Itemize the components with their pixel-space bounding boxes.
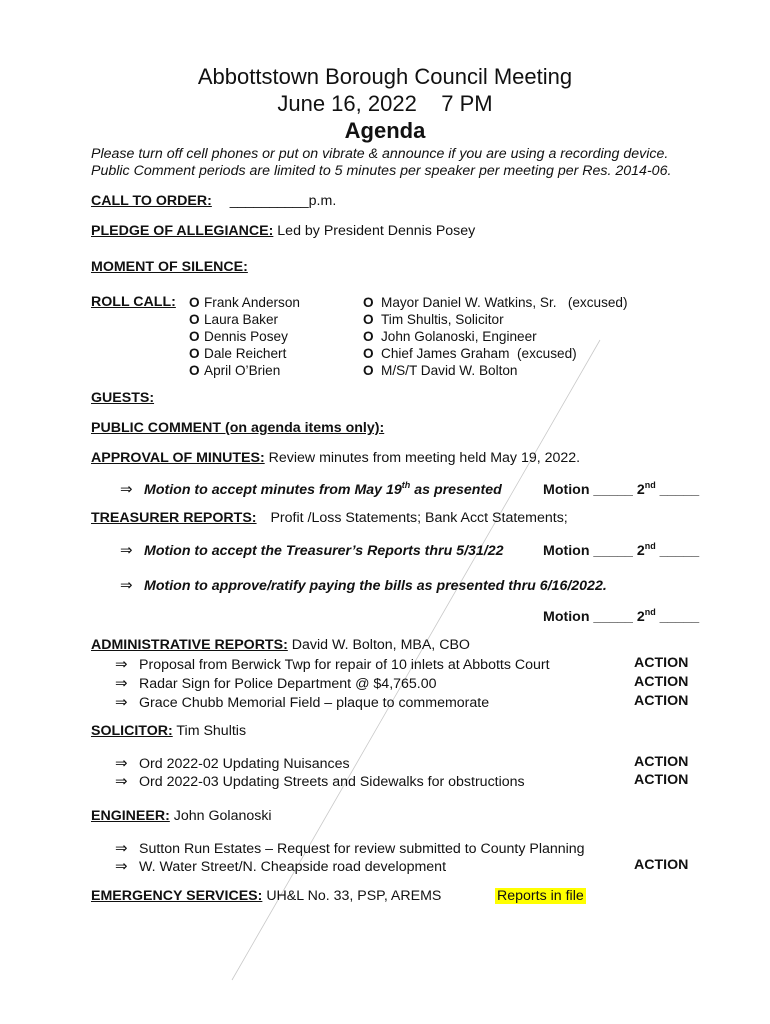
admin-item: ⇒ Proposal from Berwick Twp for repair of 10 inlets at Abbotts Court (115, 656, 550, 673)
call-to-order-time-blank: __________p.m. (229, 193, 337, 209)
roll-call-member: O John Golanoski, Engineer (363, 329, 537, 344)
arrow-icon: ⇒ (120, 481, 133, 498)
pledge-of-allegiance (91, 223, 475, 239)
administrative-reports (91, 637, 470, 653)
notice-line-1: Please turn off cell phones or put on vibrate & announce if you are using a recording device. (91, 146, 669, 162)
arrow-icon: ⇒ (115, 675, 128, 692)
solicitor-action: ACTION (634, 754, 689, 770)
arrow-icon: ⇒ (120, 577, 133, 594)
agenda-heading: Agenda (344, 118, 426, 143)
roll-call-member: O Dale Reichert (189, 346, 287, 361)
admin-action: ACTION (634, 655, 689, 671)
treasurer-motion-1: ⇒ Motion to accept the Treasurer’s Reports thru 5/31/22 (120, 542, 504, 559)
arrow-icon: ⇒ (115, 694, 128, 711)
treasurer-motion-1-blanks: Motion _____ 2nd _____ (543, 541, 700, 559)
call-to-order (91, 193, 336, 209)
treasurer-value: Profit /Loss Statements; Bank Acct Statements; (270, 510, 568, 526)
approval-label: APPROVAL OF MINUTES: (91, 450, 265, 466)
engineer-value: John Golanoski (173, 808, 272, 824)
call-to-order-label: CALL TO ORDER: (91, 193, 212, 209)
approval-of-minutes (91, 450, 580, 466)
engineer-action: ACTION (634, 857, 689, 873)
roll-call-member: O Tim Shultis, Solicitor (363, 312, 504, 327)
minutes-motion (120, 480, 502, 498)
minutes-motion-blanks: Motion _____ 2nd _____ (543, 480, 700, 498)
roll-call-member: O Chief James Graham (excused) (363, 346, 577, 361)
treasurer-label: TREASURER REPORTS: (91, 510, 257, 526)
roll-call-member: O Laura Baker (189, 312, 279, 327)
arrow-icon: ⇒ (115, 755, 128, 772)
admin-label: ADMINISTRATIVE REPORTS: (91, 637, 288, 653)
roll-call-label-row (91, 294, 176, 310)
arrow-icon: ⇒ (115, 773, 128, 790)
engineer-item: ⇒ Sutton Run Estates – Request for review submitted to County Planning (115, 840, 585, 857)
treasurer-motion-2-blanks: Motion _____ 2nd _____ (543, 607, 700, 625)
pledge-value: Led by President Dennis Posey (277, 223, 476, 239)
emergency-reports-highlight (495, 888, 586, 904)
engineer-label: ENGINEER: (91, 808, 170, 824)
meeting-title: Abbottstown Borough Council Meeting (197, 64, 573, 89)
approval-value: Review minutes from meeting held May 19, 2022. (268, 450, 581, 466)
solicitor-value: Tim Shultis (176, 723, 247, 739)
minutes-motion-text: Motion to accept minutes from May 19th as presented (144, 480, 502, 498)
solicitor-action: ACTION (634, 772, 689, 788)
admin-value: David W. Bolton, MBA, CBO (291, 637, 470, 653)
treasurer-reports (91, 510, 568, 526)
guests-label: GUESTS: (91, 390, 155, 406)
solicitor-item: ⇒ Ord 2022-02 Updating Nuisances (115, 755, 350, 772)
roll-call-member: O M/S/T David W. Bolton (363, 363, 518, 378)
roll-call-member: O Frank Anderson (189, 295, 300, 310)
solicitor (91, 723, 246, 739)
arrow-icon: ⇒ (115, 656, 128, 673)
emergency-label: EMERGENCY SERVICES: (91, 888, 263, 904)
moment-of-silence (91, 259, 248, 275)
emergency-value: UH&L No. 33, PSP, AREMS (266, 888, 442, 904)
roll-call-right-column (363, 294, 628, 379)
notice-line-2: Public Comment periods are limited to 5 minutes per speaker per meeting per Res. 2014-06. (91, 163, 672, 179)
roll-call-member: O Dennis Posey (189, 329, 288, 344)
public-comment (91, 420, 384, 436)
arrow-icon: ⇒ (115, 840, 128, 857)
reports-in-file: Reports in file (497, 888, 584, 904)
admin-item: ⇒ Radar Sign for Police Department @ $4,765.00 (115, 675, 437, 692)
meeting-date-time: June 16, 2022 7 PM (277, 91, 493, 116)
roll-call-member: O April O’Brien (189, 363, 281, 378)
roll-call-member: O Mayor Daniel W. Watkins, Sr. (excused) (363, 295, 628, 310)
solicitor-item: ⇒ Ord 2022-03 Updating Streets and Sidewalks for obstructions (115, 773, 525, 790)
pledge-label: PLEDGE OF ALLEGIANCE: (91, 223, 274, 239)
public-comment-label: PUBLIC COMMENT (on agenda items only): (91, 420, 385, 436)
admin-action: ACTION (634, 674, 689, 690)
admin-action: ACTION (634, 693, 689, 709)
guests (91, 390, 154, 406)
arrow-icon: ⇒ (120, 542, 133, 559)
emergency-services (91, 888, 441, 904)
admin-item: ⇒ Grace Chubb Memorial Field – plaque to commemorate (115, 694, 490, 711)
engineer-item: ⇒ W. Water Street/N. Cheapside road development (115, 858, 447, 875)
arrow-icon: ⇒ (115, 858, 128, 875)
solicitor-label: SOLICITOR: (91, 723, 173, 739)
engineer (91, 808, 272, 824)
roll-call-label: ROLL CALL: (91, 294, 176, 310)
moment-of-silence-label: MOMENT OF SILENCE: (91, 259, 248, 275)
treasurer-motion-2: ⇒ Motion to approve/ratify paying the bills as presented thru 6/16/2022. (120, 577, 607, 594)
roll-call-left-column (189, 294, 300, 379)
